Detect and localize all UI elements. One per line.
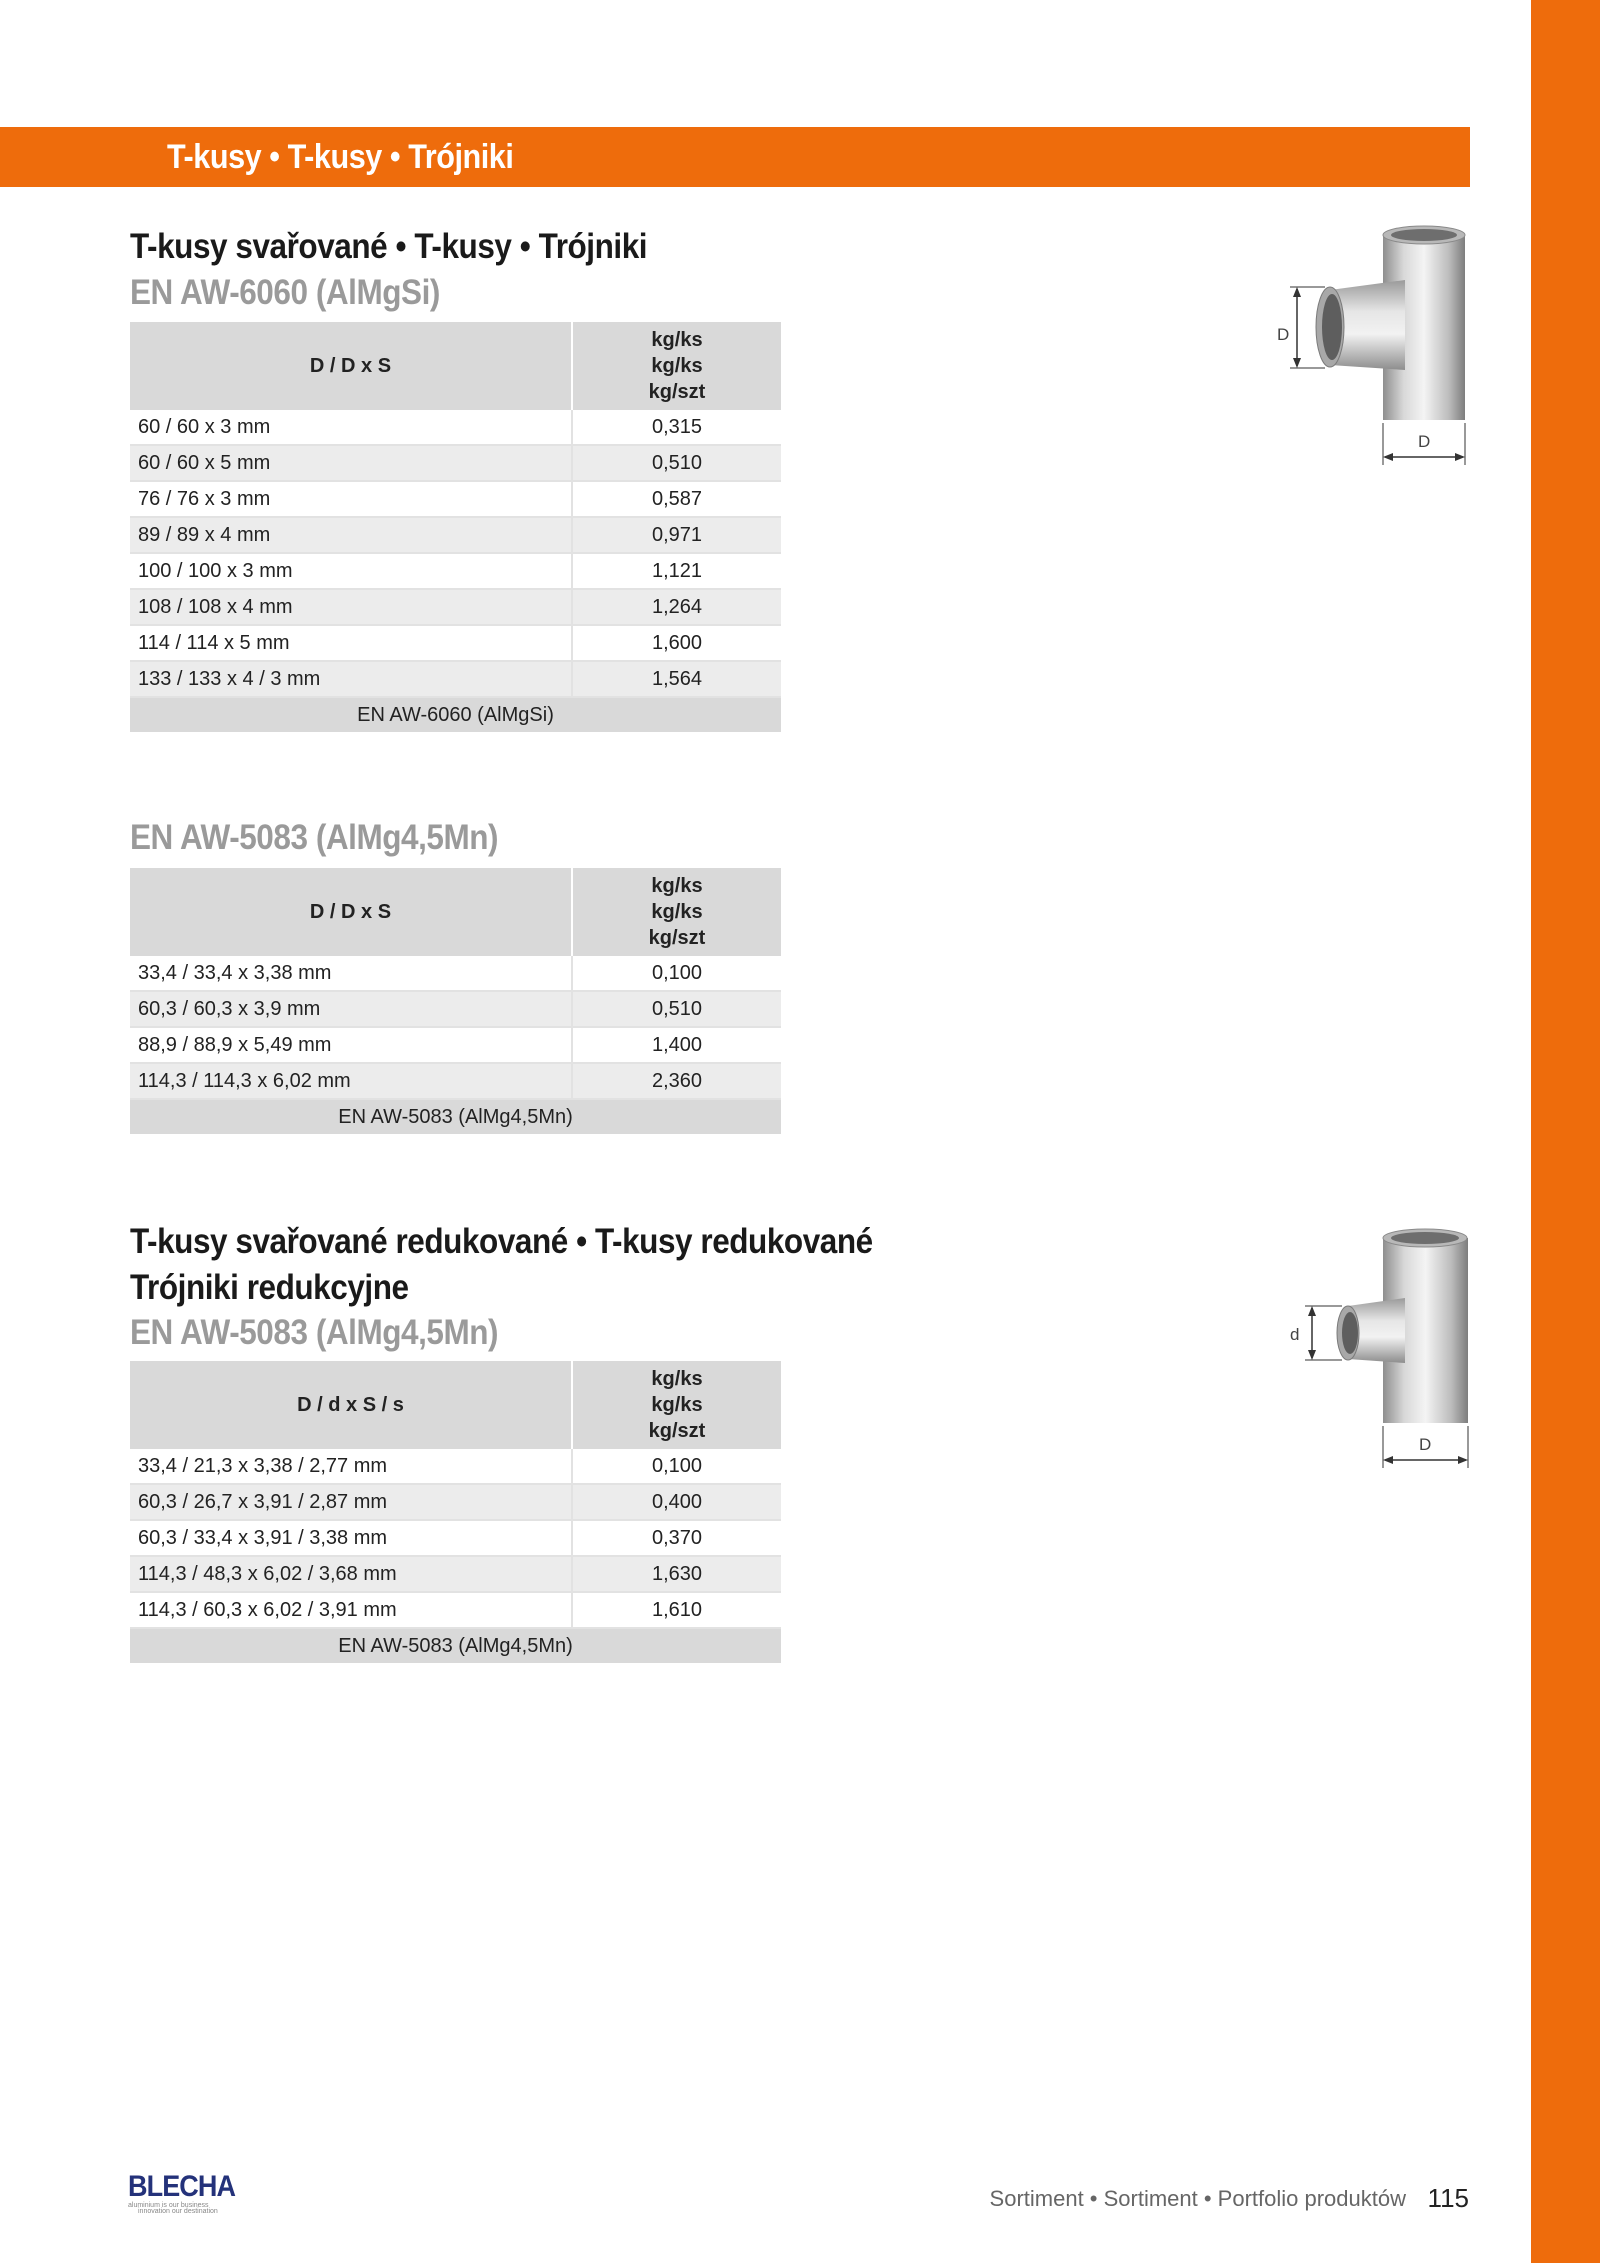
svg-text:D: D (1418, 432, 1431, 451)
footer-caption: Sortiment • Sortiment • Portfolio produktów (989, 2186, 1406, 2211)
section3-table (130, 1361, 781, 1663)
table-footer: EN AW-5083 (AlMg4,5Mn) (130, 1628, 781, 1663)
col-dimension-header: D / d x S / s (130, 1361, 572, 1449)
col-dimension-header: D / D x S (130, 868, 572, 956)
table-row: 133 / 133 x 4 / 3 mm 1,564 (130, 661, 781, 697)
blecha-logo: BLECHA aluminium is our business innovation our destination (128, 2170, 236, 2215)
table-row: 76 / 76 x 3 mm 0,587 (130, 481, 781, 517)
section3-subtitle: EN AW-5083 (AlMg4,5Mn) (130, 1313, 499, 1352)
table-row: 60 / 60 x 3 mm 0,315 (130, 410, 781, 445)
col-weight-header: kg/ks kg/ks kg/szt (572, 322, 781, 410)
page-number: 115 (1427, 2183, 1469, 2213)
section3-title-line2: Trójniki redukcyjne (130, 1268, 409, 1307)
table-row: 60,3 / 33,4 x 3,91 / 3,38 mm 0,370 (130, 1520, 781, 1556)
table-row: 88,9 / 88,9 x 5,49 mm 1,400 (130, 1027, 781, 1063)
table-row: 108 / 108 x 4 mm 1,264 (130, 589, 781, 625)
col-weight-header: kg/ks kg/ks kg/szt (572, 868, 781, 956)
table-row: 89 / 89 x 4 mm 0,971 (130, 517, 781, 553)
table-footer: EN AW-5083 (AlMg4,5Mn) (130, 1099, 781, 1134)
table-footer: EN AW-6060 (AlMgSi) (130, 697, 781, 732)
table-row: 33,4 / 21,3 x 3,38 / 2,77 mm 0,100 (130, 1449, 781, 1484)
svg-text:D: D (1419, 1435, 1432, 1454)
table-row: 100 / 100 x 3 mm 1,121 (130, 553, 781, 589)
section2-table (130, 868, 781, 1134)
table-row: 114,3 / 114,3 x 6,02 mm 2,360 (130, 1063, 781, 1099)
svg-text:d: d (1290, 1325, 1300, 1344)
section1-subtitle: EN AW-6060 (AlMgSi) (130, 273, 440, 312)
section1-table (130, 322, 781, 732)
section1-title: T-kusy svařované • T-kusy • Trójniki (130, 227, 648, 266)
table-row: 33,4 / 33,4 x 3,38 mm 0,100 (130, 956, 781, 991)
table-row: 114,3 / 60,3 x 6,02 / 3,91 mm 1,610 (130, 1592, 781, 1628)
reducing-tee-figure (1280, 1228, 1475, 1473)
table-row: 114 / 114 x 5 mm 1,600 (130, 625, 781, 661)
section3-title-line1: T-kusy svařované redukované • T-kusy redukované (130, 1222, 873, 1261)
page-header-title: T-kusy • T-kusy • Trójniki (167, 138, 514, 176)
side-accent-bar (1531, 0, 1600, 2263)
table-row: 60,3 / 26,7 x 3,91 / 2,87 mm 0,400 (130, 1484, 781, 1520)
svg-text:D: D (1277, 325, 1290, 344)
section2-subtitle: EN AW-5083 (AlMg4,5Mn) (130, 818, 499, 857)
col-weight-header: kg/ks kg/ks kg/szt (572, 1361, 781, 1449)
table-row: 60,3 / 60,3 x 3,9 mm 0,510 (130, 991, 781, 1027)
col-dimension-header: D / D x S (130, 322, 572, 410)
table-row: 60 / 60 x 5 mm 0,510 (130, 445, 781, 481)
table-row: 114,3 / 48,3 x 6,02 / 3,68 mm 1,630 (130, 1556, 781, 1592)
equal-tee-figure (1255, 225, 1475, 470)
